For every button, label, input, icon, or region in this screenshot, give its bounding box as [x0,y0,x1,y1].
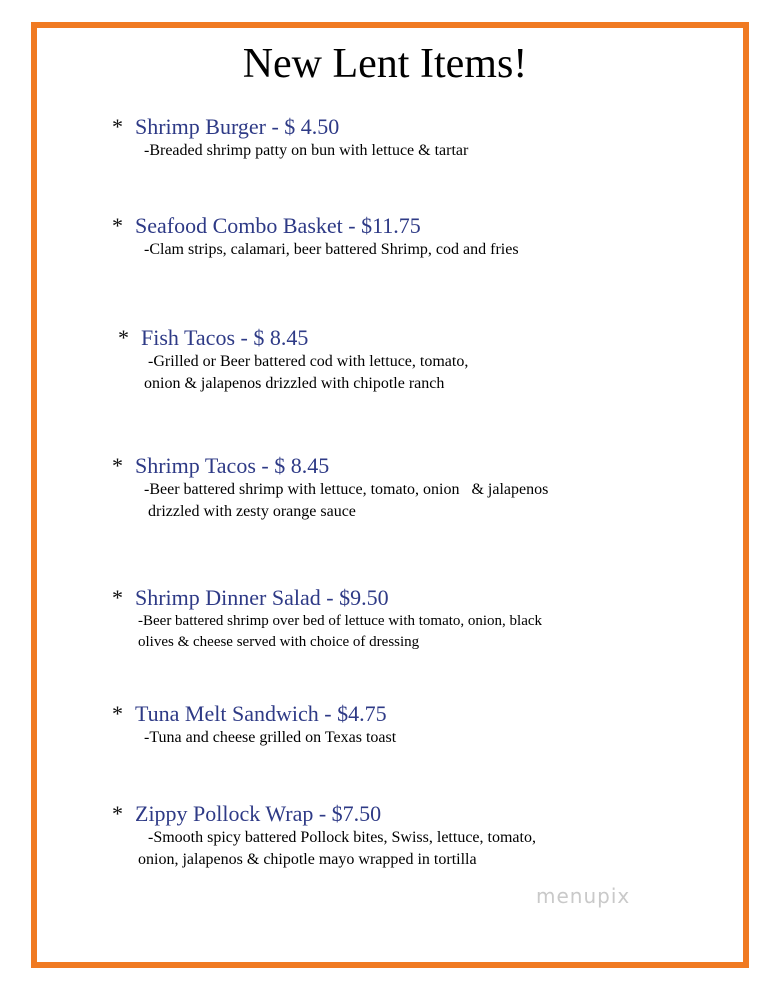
bullet-star: * [112,801,123,826]
menu-item-shrimp-burger [112,114,468,162]
item-description: drizzled with zesty orange sauce [144,503,356,520]
item-name: * Shrimp Burger - $ 4.50 [112,114,340,139]
item-description: -Smooth spicy battered Pollock bites, Swiss, lettuce, tomato, [148,829,536,846]
item-name: * Fish Tacos - $ 8.45 [118,325,309,350]
bullet-star: * [112,453,123,478]
item-description: -Grilled or Beer battered cod with lettuce, tomato, [148,353,469,370]
item-name: * Shrimp Dinner Salad - $9.50 [112,585,389,610]
page-title: New Lent Items! [242,41,528,87]
bullet-star: * [112,701,123,726]
bullet-star: * [112,585,123,610]
item-description: -Beer battered shrimp with lettuce, tomato, onion & jalapenos [144,481,549,498]
item-description: -Beer battered shrimp over bed of lettuce with tomato, onion, black [138,613,543,629]
item-name: * Zippy Pollock Wrap - $7.50 [112,801,382,826]
item-name: * Seafood Combo Basket - $11.75 [112,213,421,238]
menu-item-seafood-combo-basket [112,213,519,261]
menu-item-tuna-melt-sandwich [112,701,396,749]
item-description: onion, jalapenos & chipotle mayo wrapped in tortilla [138,851,477,868]
item-description: onion & jalapenos drizzled with chipotle ranch [144,375,445,392]
item-description: olives & cheese served with choice of dressing [138,634,420,650]
bullet-star: * [112,213,123,238]
menu-item-fish-tacos [118,325,468,395]
item-description: -Tuna and cheese grilled on Texas toast [144,729,397,746]
menu-item-shrimp-tacos [112,453,548,523]
item-description: -Clam strips, calamari, beer battered Shrimp, cod and fries [144,241,519,258]
menupix-watermark: menupix [536,884,631,908]
bullet-star: * [112,114,123,139]
item-description: -Breaded shrimp patty on bun with lettuce & tartar [144,142,469,159]
menu-item-zippy-pollock-wrap [112,801,536,871]
menu-item-shrimp-dinner-salad [112,585,542,653]
item-name: * Tuna Melt Sandwich - $4.75 [112,701,387,726]
item-name: * Shrimp Tacos - $ 8.45 [112,453,330,478]
bullet-star: * [118,325,129,350]
